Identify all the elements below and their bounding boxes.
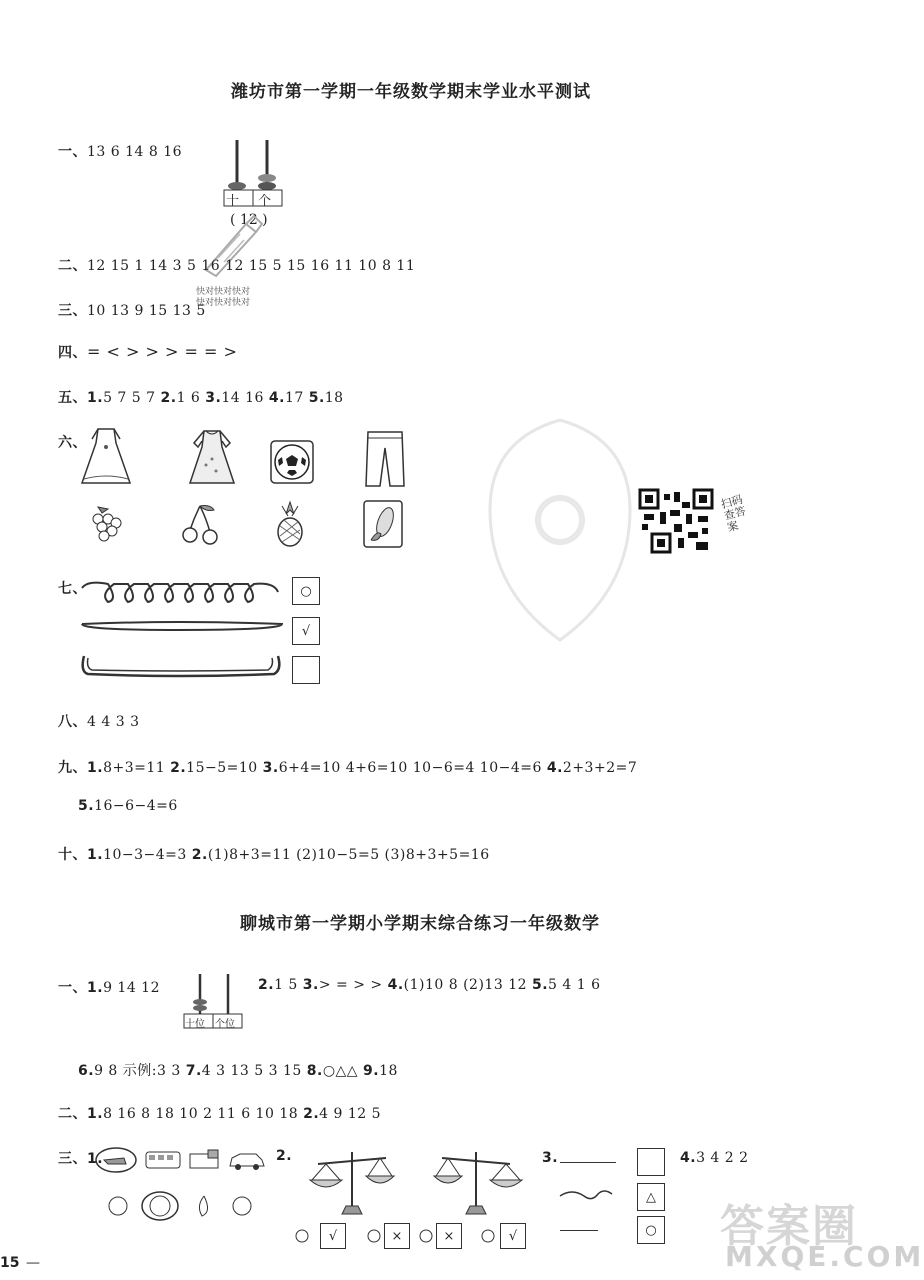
s2-q2-p1: 1. bbox=[87, 1106, 104, 1122]
s1-q5-p3: 3. bbox=[205, 390, 222, 406]
s1-q9-v5: 16−6−4=6 bbox=[94, 798, 178, 814]
s2-q1-v2: 1 5 bbox=[274, 977, 303, 993]
football-icon bbox=[270, 440, 314, 484]
s1-q1-values: 13 6 14 8 16 bbox=[87, 144, 183, 160]
s2-q1-v5: 5 4 1 6 bbox=[548, 977, 601, 993]
s2-q2-label: 二、 bbox=[58, 1106, 87, 1122]
vehicles-fruits-pictures bbox=[96, 1146, 272, 1224]
section1-title: 潍坊市第一学期一年级数学期末学业水平测试 bbox=[231, 82, 591, 102]
answer-line-straight bbox=[560, 1162, 616, 1163]
logo-watermark-icon bbox=[460, 400, 660, 660]
watermark-text-2: 快对快对快对 bbox=[196, 298, 251, 308]
s2-q3-p3: 3. bbox=[542, 1150, 559, 1166]
s1-q5-p1: 1. bbox=[87, 390, 104, 406]
s1-q1 bbox=[58, 141, 182, 161]
s2-q1-label: 一、 bbox=[58, 980, 87, 996]
s2-q2-v2: 4 9 12 5 bbox=[319, 1106, 382, 1122]
dress-icon bbox=[78, 425, 134, 487]
s2-q1-p6: 6. bbox=[78, 1063, 95, 1079]
s2-q2 bbox=[58, 1103, 381, 1123]
s1-q9-line2 bbox=[78, 798, 178, 814]
s2-q1-v9: 18 bbox=[379, 1063, 398, 1079]
s1-q2 bbox=[58, 255, 415, 275]
s1-q9-v1: 8+3=11 bbox=[103, 760, 171, 776]
qr-caption: 扫码查答案 bbox=[719, 492, 748, 535]
s2-q1-v7: 4 3 13 5 3 15 bbox=[201, 1063, 307, 1079]
girl-dress-icon bbox=[184, 425, 240, 487]
s2-q1-p4: 4. bbox=[387, 977, 404, 993]
abacus2-tens-label: 十位 bbox=[185, 1019, 205, 1030]
s2-q1-v6: 9 8 示例:3 3 bbox=[94, 1063, 186, 1079]
balance-box-2: × bbox=[384, 1223, 410, 1249]
abacus2-ones-label: 个位 bbox=[215, 1019, 235, 1030]
s1-q5-p5: 5. bbox=[308, 390, 325, 406]
shape-box-1 bbox=[637, 1148, 665, 1176]
s2-q1-p3: 3. bbox=[302, 977, 319, 993]
watermark-text-1: 快对快对快对 bbox=[196, 287, 251, 297]
s1-q10-label: 十、 bbox=[58, 847, 87, 863]
s1-q9-p4: 4. bbox=[546, 760, 563, 776]
s2-q1-p9: 9. bbox=[363, 1063, 380, 1079]
s2-q1-v8: ○△△ bbox=[322, 1063, 364, 1079]
trousers-icon bbox=[362, 428, 408, 488]
pineapple-icon bbox=[272, 500, 308, 548]
abacus-answer: ( 12 ) bbox=[230, 212, 268, 228]
cherry-icon bbox=[180, 502, 220, 546]
s1-q9-p3: 3. bbox=[262, 760, 279, 776]
s1-q9-v3: 6+4=10 4+6=10 10−6=4 10−4=6 bbox=[278, 760, 547, 776]
s2-q3-p4: 4. bbox=[680, 1150, 697, 1166]
s1-q1-label: 一、 bbox=[58, 144, 87, 160]
s1-q5-v3: 14 16 bbox=[221, 390, 269, 406]
s2-q1-v1: 9 14 12 bbox=[103, 980, 160, 996]
s2-q3-p2: 2. bbox=[276, 1148, 293, 1164]
answer-line-short bbox=[560, 1230, 598, 1231]
balance-box-4: √ bbox=[500, 1223, 526, 1249]
s1-q9-v2: 15−5=10 bbox=[186, 760, 263, 776]
s1-q3 bbox=[58, 300, 206, 320]
s2-q3-p4-wrap bbox=[680, 1150, 749, 1166]
s1-q8 bbox=[58, 711, 139, 731]
s1-q5-v4: 17 bbox=[284, 390, 309, 406]
s1-q6-label: 六、 bbox=[58, 435, 87, 451]
s2-q1-line2 bbox=[78, 1060, 398, 1080]
rope-answer-box-1: ○ bbox=[292, 577, 320, 605]
s2-q1-p5: 5. bbox=[531, 977, 549, 993]
s2-q3-p2-wrap bbox=[276, 1148, 292, 1164]
s1-q5-p2: 2. bbox=[160, 390, 177, 406]
s2-q1 bbox=[58, 977, 160, 997]
s2-q3-v4: 3 4 2 2 bbox=[696, 1150, 749, 1166]
s2-q2-v1: 8 16 8 18 10 2 11 6 10 18 bbox=[103, 1106, 304, 1122]
s1-q9-p1: 1. bbox=[87, 760, 104, 776]
s1-q10-p2: 2. bbox=[191, 847, 208, 863]
s1-q3-values: 10 13 9 15 13 5 bbox=[87, 303, 206, 319]
rope-answer-box-2: √ bbox=[292, 617, 320, 645]
s2-q1-p2: 2. bbox=[258, 977, 275, 993]
section2-title: 聊城市第一学期小学期末综合练习一年级数学 bbox=[240, 914, 600, 934]
s1-q9-p5: 5. bbox=[78, 798, 95, 814]
s1-q2-values: 12 15 1 14 3 5 16 12 15 5 15 16 11 10 8 11 bbox=[87, 258, 416, 274]
s2-q1-v3: > = > > bbox=[318, 977, 388, 993]
shape-box-2: △ bbox=[637, 1183, 665, 1211]
s1-q10 bbox=[58, 844, 490, 864]
s1-q4 bbox=[58, 342, 237, 362]
s1-q3-label: 三、 bbox=[58, 303, 87, 319]
s1-q9-label: 九、 bbox=[58, 760, 87, 776]
s1-q10-v1: 10−3−4=3 bbox=[103, 847, 192, 863]
s2-q3-p1: 1. bbox=[87, 1151, 104, 1167]
s1-q8-label: 八、 bbox=[58, 714, 87, 730]
corn-icon bbox=[363, 500, 403, 548]
s2-q3-p3-wrap bbox=[542, 1150, 558, 1166]
s2-q1-p1: 1. bbox=[87, 980, 104, 996]
s1-q10-p1: 1. bbox=[87, 847, 104, 863]
rope-drawings bbox=[78, 574, 288, 694]
s1-q9-v4: 2+3+2=7 bbox=[562, 760, 638, 776]
s2-q2-p2: 2. bbox=[303, 1106, 320, 1122]
abacus-ones-label: 个 bbox=[258, 194, 272, 209]
s2-q1-p8: 8. bbox=[306, 1063, 323, 1079]
s2-q1-p7: 7. bbox=[185, 1063, 202, 1079]
site-watermark: MXQE.COM bbox=[725, 1240, 924, 1273]
s2-q3-label: 三、 bbox=[58, 1151, 87, 1167]
s2-q1-rest bbox=[258, 977, 601, 993]
page-number: 15 bbox=[0, 1255, 20, 1271]
s1-q5-p4: 4. bbox=[268, 390, 285, 406]
abacus-tens-label: 十 bbox=[226, 194, 240, 209]
balance-box-3: × bbox=[436, 1223, 462, 1249]
s1-q4-label: 四、 bbox=[58, 345, 87, 361]
qr-code-icon bbox=[638, 488, 720, 560]
site-watermark-logo: 答案圈 bbox=[720, 1201, 858, 1252]
s1-q10-v2: (1)8+3=11 (2)10−5=5 (3)8+3+5=16 bbox=[207, 847, 490, 863]
s2-q1-v4: (1)10 8 (2)13 12 bbox=[403, 977, 532, 993]
s1-q5-v1: 5 7 5 7 bbox=[103, 390, 161, 406]
grapes-icon bbox=[88, 505, 124, 547]
page-dash: — bbox=[26, 1255, 40, 1271]
balance-box-1: √ bbox=[320, 1223, 346, 1249]
s1-q4-values: = < > > > = = > bbox=[87, 342, 238, 361]
s1-q9-p2: 2. bbox=[170, 760, 187, 776]
answer-line-curved bbox=[558, 1184, 620, 1206]
s1-q5-v2: 1 6 bbox=[176, 390, 206, 406]
s1-q5 bbox=[58, 387, 344, 407]
s1-q5-v5: 18 bbox=[324, 390, 344, 406]
rope-answer-box-3 bbox=[292, 656, 320, 684]
s1-q7-label: 七、 bbox=[58, 581, 87, 597]
s1-q8-values: 4 4 3 3 bbox=[87, 714, 140, 730]
shape-box-3: ○ bbox=[637, 1216, 665, 1244]
s1-q2-label: 二、 bbox=[58, 258, 87, 274]
s1-q5-label: 五、 bbox=[58, 390, 87, 406]
s1-q9 bbox=[58, 757, 637, 777]
